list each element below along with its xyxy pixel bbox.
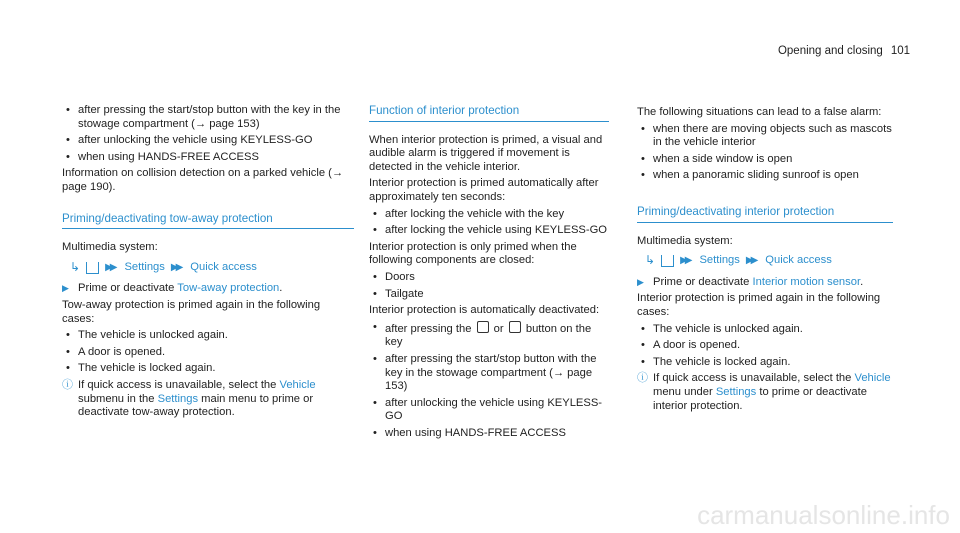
- chevron-icon: ▶▶: [680, 255, 690, 267]
- list-item: • after locking the vehicle using KEYLESS-GO: [369, 224, 609, 238]
- bullet-list: [62, 329, 354, 376]
- note-text: main menu to prime or deactivate tow-away protection.: [78, 392, 314, 419]
- info-icon: ⓘ: [62, 378, 73, 391]
- list-item: [369, 321, 609, 350]
- watermark: carmanualsonline.info: [697, 500, 950, 531]
- note-text: menu under: [653, 385, 716, 398]
- section-heading: Function of interior protection: [369, 104, 609, 122]
- tailgate-button-icon: [509, 321, 521, 333]
- note-link: Settings: [157, 392, 199, 405]
- column-1: [62, 104, 354, 420]
- list-item: • when there are moving objects such as mascots in the vehicle interior: [637, 123, 893, 150]
- page-header: [778, 45, 910, 59]
- list-item: • The vehicle is locked again.: [62, 362, 354, 376]
- info-icon: ⓘ: [637, 372, 648, 385]
- note-link: Vehicle: [854, 372, 891, 385]
- nav-path: [70, 261, 354, 275]
- bullet-list: [637, 323, 893, 370]
- paragraph: Interior protection is primed again in the following cases:: [637, 292, 881, 318]
- chevron-icon: ▶▶: [105, 261, 115, 273]
- arrow-icon: ↳: [645, 253, 656, 268]
- note: [62, 379, 354, 420]
- bullet-list: [369, 271, 609, 301]
- chevron-icon: ▶▶: [170, 261, 181, 273]
- action-step: [62, 282, 354, 296]
- list-item: • after pressing the start/stop button with the key in the stowage compartment (→ page 153): [369, 353, 609, 394]
- home-icon: [661, 255, 674, 267]
- list-item: • when using HANDS-FREE ACCESS: [369, 427, 609, 441]
- arrow-icon: ↳: [70, 259, 81, 274]
- list-item: • after unlocking the vehicle using KEYLESS-GO: [369, 397, 609, 424]
- item-text: after pressing the: [385, 322, 475, 335]
- section-title: Opening and closing: [777, 45, 883, 57]
- multimedia-label: Multimedia system:: [637, 234, 733, 247]
- list-item: • A door is opened.: [637, 339, 893, 353]
- bullet-list: [62, 104, 354, 164]
- paragraph: Interior protection is only primed when the following components are closed:: [369, 240, 577, 267]
- action-text: .: [279, 282, 283, 295]
- note-link: Settings: [715, 385, 757, 398]
- paragraph: Tow-away protection is primed again in the following cases:: [62, 298, 321, 325]
- action-text: Prime or deactivate: [78, 282, 178, 295]
- column-3: [637, 106, 893, 413]
- list-item: • The vehicle is unlocked again.: [62, 329, 354, 343]
- note: [637, 372, 893, 413]
- item-text: or: [490, 322, 507, 335]
- nav-settings: Settings: [699, 254, 740, 267]
- list-item: • after locking the vehicle with the key: [369, 208, 609, 222]
- note-text: If quick access is unavailable, select the: [653, 372, 855, 385]
- nav-path: [645, 254, 893, 268]
- multimedia-label: Multimedia system:: [62, 241, 158, 254]
- bullet-list: [369, 208, 609, 238]
- bullet-list: [637, 123, 893, 183]
- list-item: • when a side window is open: [637, 153, 893, 167]
- bullet-list: [369, 321, 609, 441]
- action-link: Interior motion sensor: [752, 275, 861, 288]
- nav-quick-access: Quick access: [765, 254, 832, 267]
- note-text: If quick access is unavailable, select the: [78, 378, 280, 391]
- paragraph: Interior protection is primed automatically after approximately ten seconds:: [369, 177, 599, 203]
- action-link: Tow-away protection: [177, 282, 280, 295]
- list-item: • after pressing the start/stop button with the key in the stowage compartment (→ page 153): [62, 104, 354, 131]
- action-text: Prime or deactivate: [653, 275, 753, 288]
- list-item: • Tailgate: [369, 288, 609, 302]
- paragraph: The following situations can lead to a false alarm:: [637, 106, 882, 118]
- page-number: 101: [890, 45, 910, 57]
- list-item: • The vehicle is unlocked again.: [637, 323, 893, 337]
- nav-settings: Settings: [124, 260, 165, 273]
- list-item: • A door is opened.: [62, 346, 354, 360]
- paragraph: When interior protection is primed, a visual and audible alarm is triggered if movement is detected in the vehicle interior.: [369, 133, 603, 173]
- nav-quick-access: Quick access: [190, 260, 257, 273]
- paragraph: Interior protection is automatically deactivated:: [369, 304, 600, 317]
- note-text: submenu in the: [78, 392, 158, 405]
- chevron-icon: ▶▶: [745, 255, 756, 267]
- list-item: • when using HANDS-FREE ACCESS: [62, 151, 354, 165]
- action-text: .: [860, 275, 864, 288]
- list-item: • when a panoramic sliding sunroof is open: [637, 169, 893, 183]
- list-item: • The vehicle is locked again.: [637, 356, 893, 370]
- list-item: • Doors: [369, 271, 609, 285]
- item-text: button on the key: [385, 322, 592, 349]
- column-2: [369, 104, 609, 443]
- lock-button-icon: [477, 321, 489, 333]
- note-link: Vehicle: [279, 378, 316, 391]
- list-item: • after unlocking the vehicle using KEYLESS-GO: [62, 134, 354, 148]
- section-heading: Priming/deactivating interior protection: [637, 205, 893, 223]
- section-heading: Priming/deactivating tow-away protection: [62, 212, 354, 230]
- action-step: [637, 276, 893, 290]
- paragraph: Information on collision detection on a parked vehicle (→ page 190).: [62, 167, 344, 193]
- note-text: to prime or deactivate interior protection.: [653, 385, 867, 412]
- home-icon: [86, 262, 99, 274]
